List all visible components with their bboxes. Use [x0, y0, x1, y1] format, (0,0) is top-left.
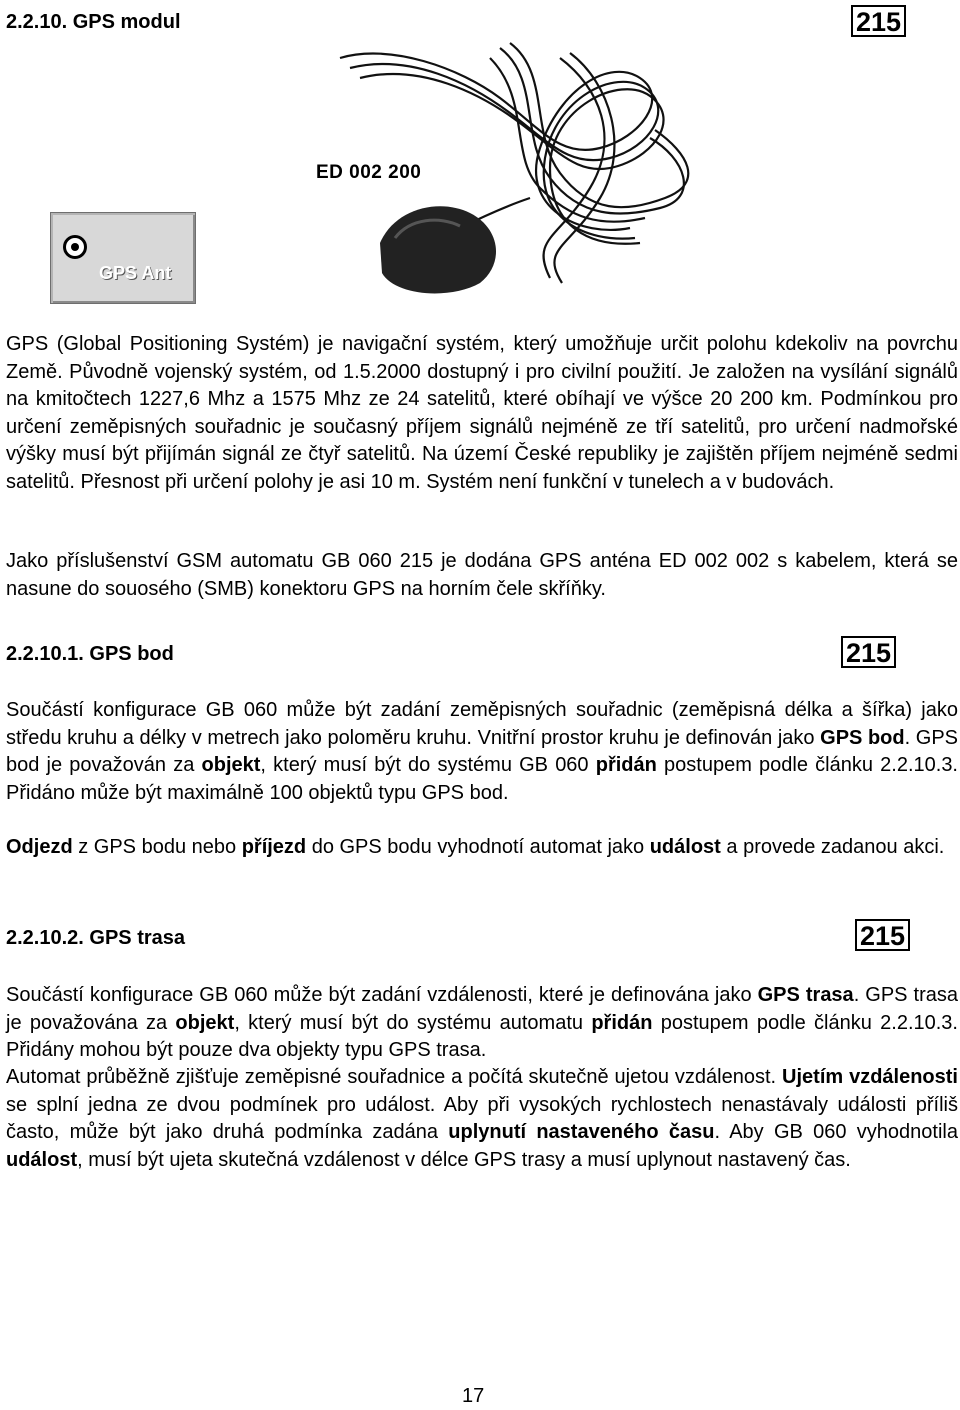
page-reference-box: 215 [841, 636, 896, 668]
bold-term: událost [649, 836, 721, 858]
text-run: a provede zadanou akci. [720, 836, 945, 858]
page-reference-box: 215 [855, 919, 910, 951]
gps-ant-button-image [50, 212, 196, 304]
text-run: Jako příslušenství GSM automatu GB 060 215 je dodána GPS anténa ED 002 002 s kabelem, která se nasune do souosého (SMB) konektoru GPS na horním čele skříňky. [6, 550, 958, 600]
text-run: postupem podle článku 2.2.10.3. Přidáno může být maximálně 100 objektů typu GPS bod. [6, 754, 958, 804]
bold-term: událost [6, 1148, 78, 1171]
paragraph-gps-intro [6, 331, 958, 496]
text-run: Automat průběžně zjišťuje zeměpisné souřadnice a počítá skutečně ujetou vzdálenost. [6, 1066, 783, 1088]
text-run: . GPS bod je považován za [6, 726, 959, 776]
page-number: 17 [462, 1385, 485, 1407]
text-run: GPS (Global Positioning Systém) je navigační systém, který umožňuje určit polohu kdekoliv na povrchu Země. Původně vojenský systém, od 1.5.2000 dostupný i pro civilní použití. Je založen na vysílání signálů na kmitočtech 1227,6 Mhz a 1575 Mhz ze 24 satelitů, které obíhají ve výšce 20 200 km. Podmínkou pro určení zeměpisných souřadnic je současný příjem signálů nejméně ze tří satelitů, pro určení nadmořské výšky musí být přijímán signál ze čtyř satelitů. Na území České republiky je zajištěn příjem nejméně sedmi satelitů. Přesnost při určení polohy je asi 10 m. Systém není funkční v tunelech a v budovách. [6, 333, 958, 493]
text-run: . GPS trasa je považována za [6, 984, 958, 1034]
text-run: se splní jedna ze dvou podmínek pro událost. Aby při vysokých rychlostech nenastávaly události příliš často, může být jako druhá podmínka zadána [6, 1093, 958, 1143]
page-reference-box: 215 [851, 5, 906, 37]
target-icon [63, 235, 87, 259]
text-run: z GPS bodu nebo [72, 836, 242, 858]
paragraph-gps-trasa-distance [6, 1064, 958, 1174]
bold-term: příjezd [241, 836, 307, 858]
bold-term: Ujetím vzdálenosti [782, 1066, 958, 1088]
bold-term: přidán [595, 754, 657, 776]
paragraph-gps-trasa [6, 982, 958, 1065]
section-heading-gps-trasa: 2.2.10.2. GPS trasa [6, 927, 186, 949]
paragraph-gps-bod-event [6, 834, 958, 862]
bold-term: GPS bod [820, 726, 905, 749]
text-run: postupem podle článku 2.2.10.3. Přidány mohou být pouze dva objekty typu GPS trasa. [6, 1011, 958, 1061]
text-run: . Aby GB 060 vyhodnotila [714, 1121, 958, 1143]
gps-ant-label: GPS Ant [99, 263, 172, 283]
section-heading-gps-modul: 2.2.10. GPS modul [6, 11, 181, 33]
antenna-part-number: ED 002 200 [316, 162, 422, 183]
paragraph-gps-accessory [6, 548, 958, 603]
paragraph-gps-bod [6, 697, 958, 807]
text-run: , musí být ujeta skutečná vzdálenost v délce GPS trasy a musí uplynout nastavený čas. [77, 1148, 851, 1171]
bold-term: objekt [175, 1011, 235, 1034]
bold-term: objekt [201, 754, 261, 776]
section-heading-gps-bod: 2.2.10.1. GPS bod [6, 643, 174, 665]
text-run: Součástí konfigurace GB 060 může být zadání zeměpisných souřadnic (zeměpisná délka a šířka) jako středu kruhu a délky v metrech jako poloměru kruhu. Vnitřní prostor kruhu je definován jako [6, 699, 958, 749]
text-run: , který musí být do systému GB 060 [260, 754, 596, 776]
bold-term: přidán [591, 1011, 653, 1034]
text-run: Součástí konfigurace GB 060 může být zadání vzdálenosti, které je definována jako [6, 984, 758, 1006]
bold-term: GPS trasa [757, 984, 854, 1006]
text-run: , který musí být do systému automatu [234, 1011, 592, 1034]
text-run: do GPS bodu vyhodnotí automat jako [306, 836, 650, 858]
bold-term: uplynutí nastaveného času [448, 1121, 715, 1143]
bold-term: Odjezd [6, 836, 73, 858]
